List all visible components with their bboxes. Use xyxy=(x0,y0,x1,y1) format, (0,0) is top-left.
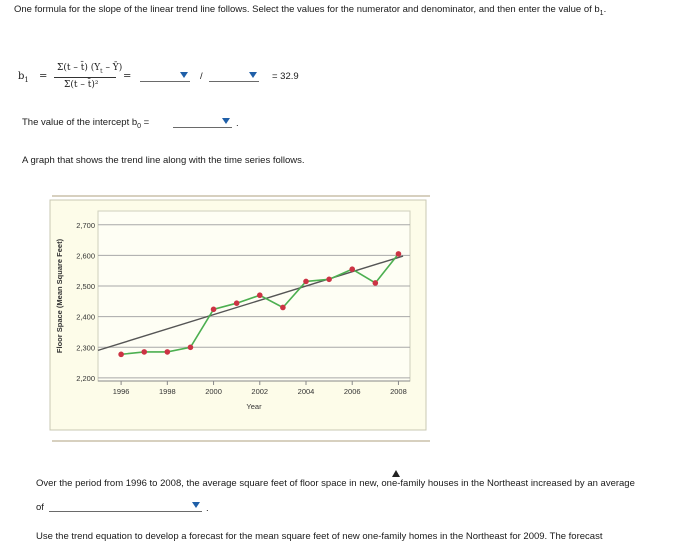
fraction-bar xyxy=(54,77,116,78)
intercept-sub: 0 xyxy=(137,122,142,130)
x-axis-title: Year xyxy=(246,402,262,411)
mouse-cursor-icon xyxy=(392,470,400,477)
data-point xyxy=(188,345,194,351)
x-tick-label: 2006 xyxy=(343,387,361,396)
y-tick-label: 2,700 xyxy=(76,220,95,230)
question-intro-sub: 1 xyxy=(599,9,604,17)
data-point xyxy=(141,349,147,355)
data-point xyxy=(396,251,402,257)
formula-numerator xyxy=(57,63,122,75)
data-point xyxy=(280,305,286,311)
plot-area xyxy=(98,211,410,381)
data-point xyxy=(211,307,217,313)
y-axis-title: Floor Space (Mean Square Feet) xyxy=(55,238,64,354)
data-point xyxy=(118,352,124,358)
x-tick-label: 2004 xyxy=(297,387,315,396)
question-intro: One formula for the slope of the linear trend line follows. Select the values for the numerator and denominator, and then enter the value of b xyxy=(14,4,600,15)
data-point xyxy=(257,292,263,298)
data-point xyxy=(326,277,332,283)
x-tick-label: 2000 xyxy=(205,387,222,396)
graph-intro: A graph that shows the trend line along with the time series follows. xyxy=(22,155,305,166)
y-tick-label: 2,500 xyxy=(76,282,95,292)
data-point xyxy=(165,349,171,355)
data-point xyxy=(373,280,379,286)
intercept-eq: = xyxy=(141,117,150,128)
conclusion-of: of xyxy=(36,502,44,513)
intercept-text xyxy=(22,117,149,130)
trend-chart xyxy=(48,192,430,432)
conclusion-period: . xyxy=(206,503,209,514)
y-tick-label: 2,400 xyxy=(76,312,95,322)
y-tick-label: 2,200 xyxy=(76,373,95,383)
data-point xyxy=(234,300,240,306)
x-tick-label: 1998 xyxy=(158,387,176,396)
chevron-down-icon xyxy=(222,118,230,124)
y-tick-label: 2,600 xyxy=(76,251,95,261)
formula-denominator: Σ(t – t̄)² xyxy=(64,80,99,90)
numerator-end: – Ȳ) xyxy=(102,63,123,73)
denominator-dropdown[interactable] xyxy=(209,71,259,82)
data-point xyxy=(303,279,309,285)
division-slash: / xyxy=(200,71,203,82)
b1-sub: 1 xyxy=(24,76,29,84)
question-intro-end: . xyxy=(603,4,607,15)
numerator-sub: t xyxy=(100,67,103,75)
forecast-text: Use the trend equation to develop a forecast for the mean square feet of new one-family homes in the Northeast for 2009. The forecast xyxy=(36,531,603,542)
equals-sign-2: = xyxy=(123,71,132,82)
x-tick-label: 2002 xyxy=(251,387,269,396)
bottom-divider xyxy=(52,440,430,442)
x-tick-label: 2008 xyxy=(390,387,407,396)
equals-sign-1: = xyxy=(39,71,48,82)
chevron-down-icon xyxy=(192,502,200,508)
chevron-down-icon xyxy=(249,72,257,78)
intercept-label: The value of the intercept b xyxy=(22,117,138,128)
b1-label xyxy=(18,71,29,84)
b1-letter: b xyxy=(18,71,25,82)
slope-result: = 32.9 xyxy=(272,71,299,82)
y-tick-label: 2,300 xyxy=(76,343,95,353)
conclusion-text: Over the period from 1996 to 2008, the average square feet of floor space in new, one-family houses in the Northeast increased by an average xyxy=(36,478,635,489)
intercept-dropdown[interactable] xyxy=(173,117,232,128)
numerator-dropdown[interactable] xyxy=(140,71,190,82)
intercept-period: . xyxy=(236,118,239,129)
question-text xyxy=(14,4,606,17)
x-tick-label: 1996 xyxy=(112,387,130,396)
numerator-text: Σ(t – t̄) (Y xyxy=(57,63,101,73)
chevron-down-icon xyxy=(180,72,188,78)
data-point xyxy=(349,266,355,272)
increase-dropdown[interactable] xyxy=(49,501,202,512)
